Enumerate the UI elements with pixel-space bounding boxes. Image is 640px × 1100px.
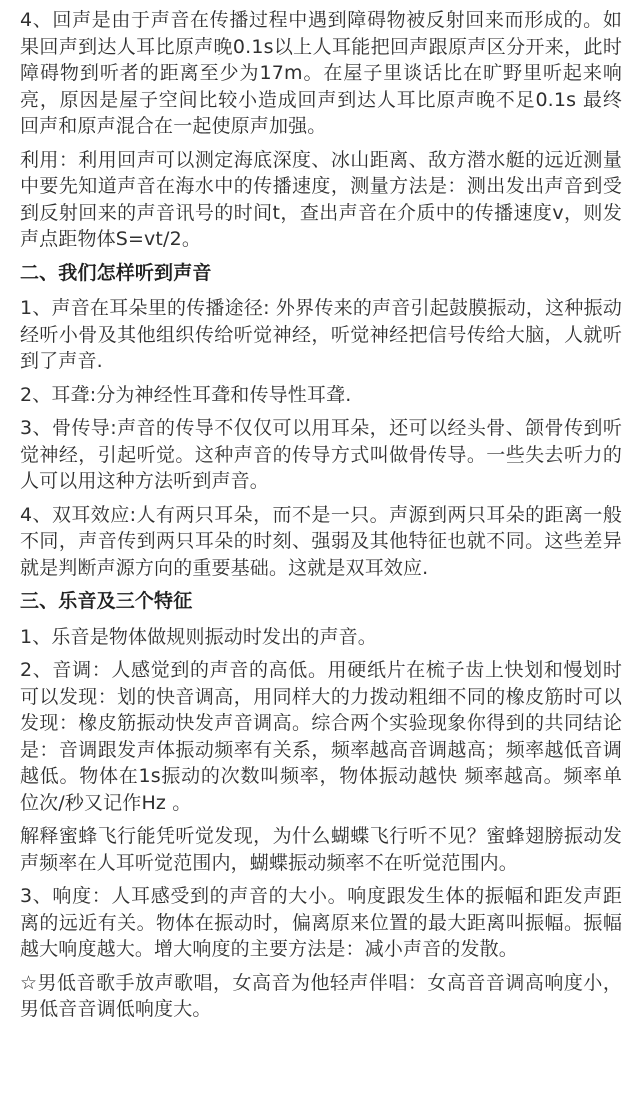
section-heading-hearing: 二、我们怎样听到声音 <box>20 261 212 284</box>
section-heading-musical-sound: 三、乐音及三个特征 <box>20 590 193 612</box>
paragraph-musical-sound-definition: 1、乐音是物体做规则振动时发出的声音。 <box>20 625 377 648</box>
paragraph-bee-butterfly: 解释蜜蜂飞行能凭听觉发现，为什么蝴蝶飞行听不见？蜜蜂翅膀振动发声频率在人耳听觉范围内，蝴蝶振动频率不在听觉范围内。 <box>20 825 622 874</box>
paragraph-bass-soprano-example: ☆男低音歌手放声歌唱，女高音为他轻声伴唱：女高音音调高响度小，男低音音调低响度大。 <box>20 971 622 1020</box>
paragraph-loudness: 3、响度：人耳感受到的声音的大小。响度跟发生体的振幅和距发声距离的远近有关。物体在振动时，偏离原来位置的最大距离叫振幅。振幅越大响度越大。增大响度的主要方法是：减小声音的发散。 <box>20 885 622 960</box>
paragraph-binaural-effect: 4、双耳效应:人有两只耳朵，而不是一只。声源到两只耳朵的距离一般不同，声音传到两只耳朵的时刻、强弱及其他特征也就不同。这些差异就是判断声源方向的重要基础。这就是双耳效应. <box>20 503 622 579</box>
paragraph-echo-formation: 4、回声是由于声音在传播过程中遇到障碍物被反射回来而形成的。如果回声到达人耳比原声晚0.1s以上人耳能把回声跟原声区分开来，此时障碍物到听者的距离至少为17m。在屋子里谈话比在旷野里听起来响亮，原因是屋子空间比较小造成回声到达人耳比原声晚不足0.1s 最终回声和原声混合在一起使原声加强。 <box>20 9 622 137</box>
paragraph-bone-conduction: 3、骨传导:声音的传导不仅仅可以用耳朵，还可以经头骨、颌骨传到听觉神经，引起听觉。这种声音的传导方式叫做骨传导。一些失去听力的人可以用这种方法听到声音。 <box>20 417 622 492</box>
paragraph-sound-path-in-ear: 1、声音在耳朵里的传播途径: 外界传来的声音引起鼓膜振动，这种振动经听小骨及其他组织传给听觉神经，听觉神经把信号传给大脑，人就听到了声音. <box>20 297 622 372</box>
paragraph-deafness: 2、耳聋:分为神经性耳聋和传导性耳聋. <box>20 383 352 406</box>
paragraph-pitch: 2、音调：人感觉到的声音的高低。用硬纸片在梳子齿上快划和慢划时可以发现：划的快音调高，用同样大的力拨动粗细不同的橡皮筋时可以发现：橡皮筋振动快发声音调高。综合两个实验现象你得到的共同结论是：音调跟发声体振动频率有关系，频率越高音调越高；频率越低音调越低。物体在1s振动的次数叫频率，物体振动越快 频率越高。频率单位次/秒又记作Hz 。 <box>20 659 622 814</box>
paragraph-echo-application: 利用：利用回声可以测定海底深度、冰山距离、敌方潜水艇的远近测量中要先知道声音在海水中的传播速度，测量方法是：测出发出声音到受到反射回来的声音讯号的时间t，查出声音在介质中的传播速度v，则发声点距物体S=vt/2。 <box>20 148 622 250</box>
